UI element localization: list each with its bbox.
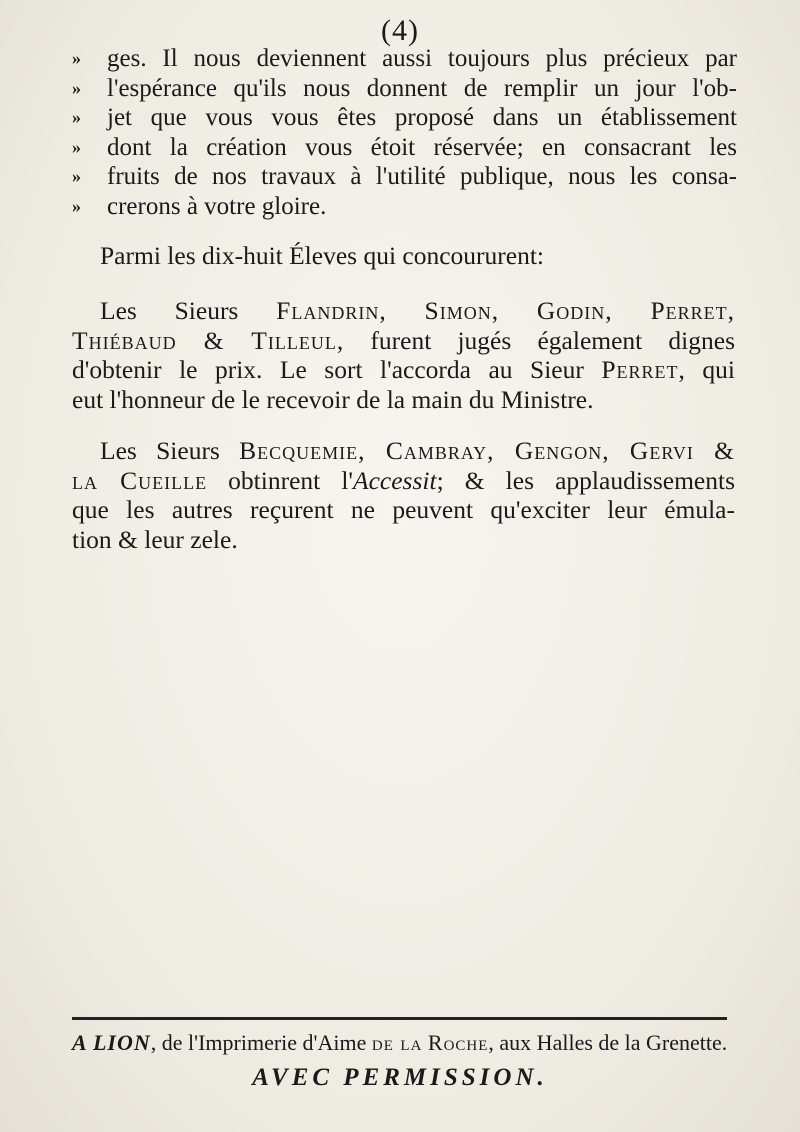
- winners-line-4: eut l'honneur de le recevoir de la main du Ministre.: [72, 384, 594, 414]
- winners-line-1: Les Sieurs Flandrin, Simon, Godin, Perret,: [100, 296, 736, 325]
- paragraph-competitors: Parmi les dix-huit Éleves qui concoururent:: [100, 241, 545, 270]
- quote-mark: »: [72, 77, 81, 98]
- permission-line: AVEC PERMISSION.: [252, 1064, 548, 1091]
- quote-line: » jet que vous vous êtes proposé dans un établissement: [72, 104, 737, 131]
- quote-line: » fruits de nos travaux à l'utilité publique, nous les consa-: [72, 163, 737, 190]
- quote-line: » dont la création vous étoit réservée; en consacrant les: [72, 133, 737, 161]
- winners-line-3: d'obtenir le prix. Le sort l'accorda au Sieur Perret, qui: [72, 355, 735, 384]
- quoted-passage: [72, 44, 737, 221]
- quote-line: » ges. Il nous deviennent aussi toujours plus précieux par: [72, 45, 737, 72]
- winners-line-2: Thiébaud & Tilleul, furent jugés également dignes: [72, 325, 735, 355]
- accessit-line-3: que les autres reçurent ne peuvent qu'exciter leur émula-: [72, 495, 735, 524]
- accessit-line-1: Les Sieurs Becquemie, Cambray, Gengon, Gervi &: [100, 436, 736, 465]
- quote-mark: »: [72, 136, 81, 157]
- paragraph-accessit: [72, 436, 736, 554]
- accessit-line-4: tion & leur zele.: [72, 524, 238, 554]
- quote-mark: »: [72, 48, 81, 68]
- quote-mark: »: [72, 195, 81, 216]
- quote-line: » l'espérance qu'ils nous donnent de remplir un jour l'ob-: [72, 74, 737, 102]
- quote-mark: »: [72, 166, 81, 186]
- accessit-line-2: la Cueille obtinrent l'Accessit; & les applaudissements: [72, 465, 735, 495]
- quote-mark: »: [72, 107, 81, 127]
- printer-imprint: A LION, de l'Imprimerie d'Aime de la Roche, aux Halles de la Grenette.: [72, 1030, 728, 1055]
- paragraph-winners: [72, 296, 736, 414]
- quote-line: » crerons à votre gloire.: [72, 192, 327, 220]
- footer-rule: [72, 1017, 727, 1020]
- page-number: (4): [381, 14, 419, 47]
